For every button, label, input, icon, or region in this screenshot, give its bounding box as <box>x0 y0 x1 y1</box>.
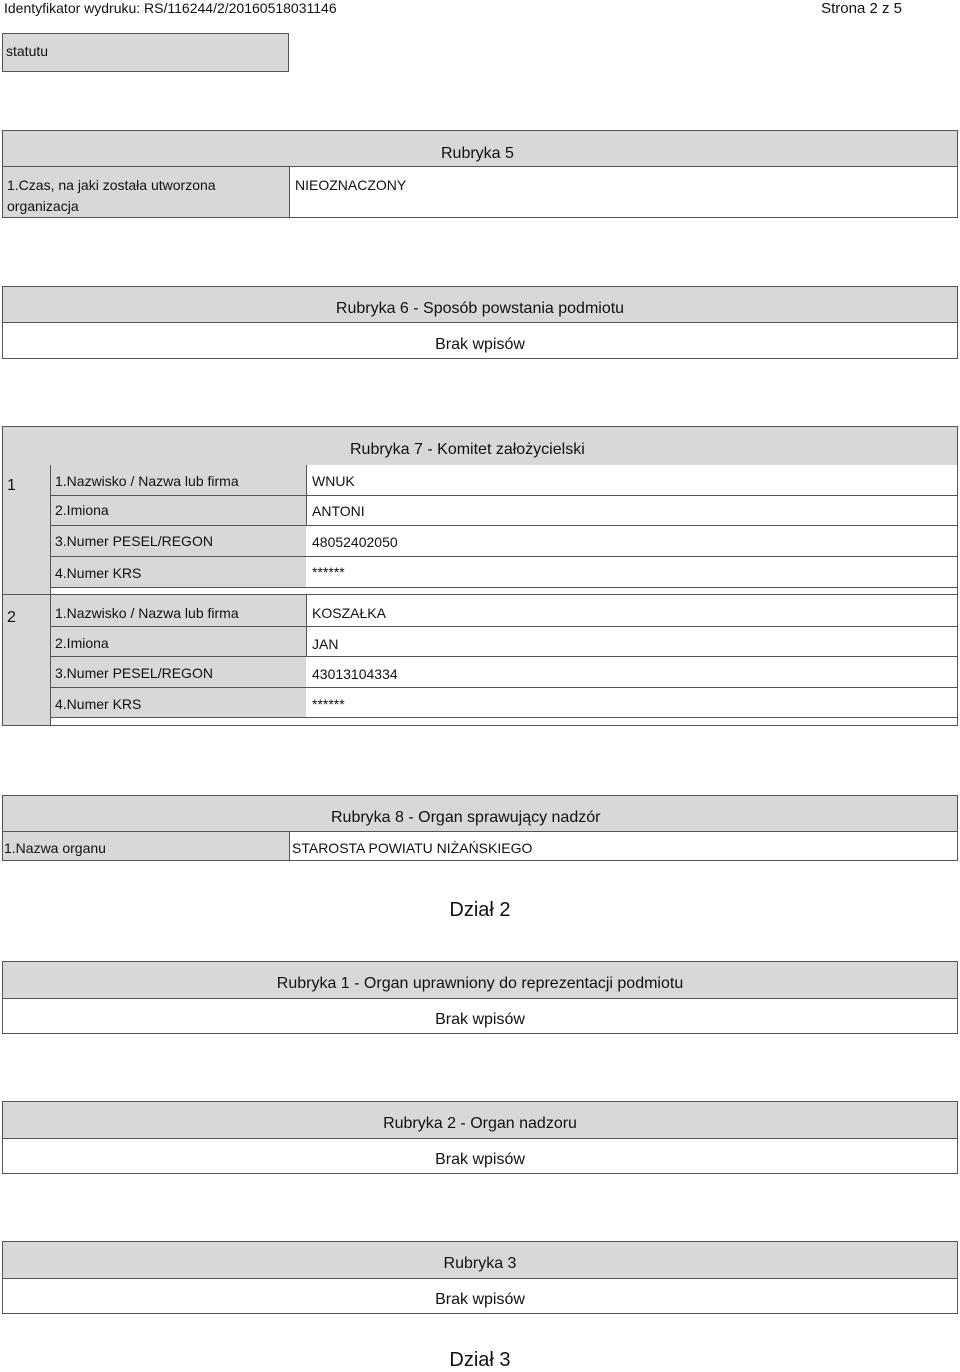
rubryka-7-section <box>2 426 958 726</box>
rubryka-5-field-label-line2: organizacja <box>7 198 79 214</box>
member-2-name: KOSZAŁKA <box>312 605 386 621</box>
rubryka-5-title-cell <box>3 131 957 166</box>
rubryka-6-title-cell <box>3 287 957 322</box>
d2-rubryka-3-title: Rubryka 3 <box>443 1255 517 1272</box>
member-1-name-label-cell <box>51 465 306 495</box>
d2-rubryka-3-title-cell <box>3 1242 957 1278</box>
d2-rubryka-2-section <box>2 1101 958 1174</box>
d2-rubryka-2-title-cell <box>3 1102 957 1138</box>
member-2-given-label: 2.Imiona <box>55 635 109 651</box>
member-1-given: ANTONI <box>312 503 365 519</box>
index-column <box>3 465 50 725</box>
rubryka-6-empty: Brak wpisów <box>435 336 525 353</box>
member-2-name-label-cell <box>51 595 306 626</box>
d2-rubryka-1-empty: Brak wpisów <box>435 1011 525 1028</box>
d2-rubryka-1-section <box>2 961 958 1034</box>
rubryka-8-title: Rubryka 8 - Organ sprawujący nadzór <box>331 809 601 826</box>
rubryka-8-field-label: 1.Nazwa organu <box>4 840 106 856</box>
member-2-krs-label-cell <box>51 688 306 717</box>
rubryka-8-label-cell <box>3 832 289 860</box>
member-1-pesel-label-cell <box>51 526 306 556</box>
member-2-given-label-cell <box>51 627 306 656</box>
rubryka-5-title: Rubryka 5 <box>441 145 514 162</box>
rubryka-8-value: STAROSTA POWIATU NIŻAŃSKIEGO <box>292 840 533 856</box>
rubryka-5-label-cell <box>3 167 289 217</box>
member-1-name-label: 1.Nazwisko / Nazwa lub firma <box>55 473 239 489</box>
rubryka-8-section <box>2 795 958 861</box>
rubryka-7-title-cell <box>3 427 957 465</box>
member-2-pesel-label: 3.Numer PESEL/REGON <box>55 665 213 681</box>
d2-rubryka-2-title: Rubryka 2 - Organ nadzoru <box>383 1115 577 1132</box>
member-2-pesel: 43013104334 <box>312 666 398 682</box>
member-1-given-label: 2.Imiona <box>55 502 109 518</box>
rubryka-7-title: Rubryka 7 - Komitet założycielski <box>350 441 585 458</box>
member-1-given-label-cell <box>51 496 306 525</box>
rubryka-6-title: Rubryka 6 - Sposób powstania podmiotu <box>335 300 625 317</box>
member-2-krs-label: 4.Numer KRS <box>55 696 142 712</box>
member-2-krs: ****** <box>312 696 345 712</box>
member-1-krs-label: 4.Numer KRS <box>55 565 142 581</box>
rubryka-8-title-cell <box>3 796 957 831</box>
member-1-pesel-label: 3.Numer PESEL/REGON <box>55 533 213 549</box>
rubryka-5-value: NIEOZNACZONY <box>295 177 407 193</box>
rubryka-5-field-label-line1: 1.Czas, na jaki została utworzona <box>7 177 216 193</box>
member-2-name-label: 1.Nazwisko / Nazwa lub firma <box>55 605 239 621</box>
page-number: Strona 2 z 5 <box>821 0 902 17</box>
member-1-krs-label-cell <box>51 557 306 587</box>
d2-rubryka-1-title: Rubryka 1 - Organ uprawniony do reprezentacji podmiotu <box>276 975 684 992</box>
statute-label: statutu <box>6 43 49 59</box>
member-2-given: JAN <box>312 636 339 652</box>
d2-rubryka-3-section <box>2 1241 958 1314</box>
rubryka-6-section <box>2 286 958 359</box>
d2-rubryka-1-title-cell <box>3 962 957 998</box>
statute-cell <box>2 33 289 72</box>
member-2-index: 2 <box>7 609 16 626</box>
member-1-index: 1 <box>7 477 16 494</box>
member-2-pesel-label-cell <box>51 657 306 687</box>
d2-rubryka-3-empty: Brak wpisów <box>435 1291 525 1308</box>
member-1-krs: ****** <box>312 564 345 580</box>
member-1-name: WNUK <box>312 473 355 489</box>
d2-rubryka-2-empty: Brak wpisów <box>435 1151 525 1168</box>
member-1-pesel: 48052402050 <box>312 534 398 550</box>
print-identifier: Identyfikator wydruku: RS/116244/2/20160518031146 <box>4 0 337 16</box>
dzial-2-heading: Dział 2 <box>449 899 511 921</box>
dzial-3-heading: Dział 3 <box>449 1349 511 1371</box>
rubryka-5-section <box>2 130 958 218</box>
